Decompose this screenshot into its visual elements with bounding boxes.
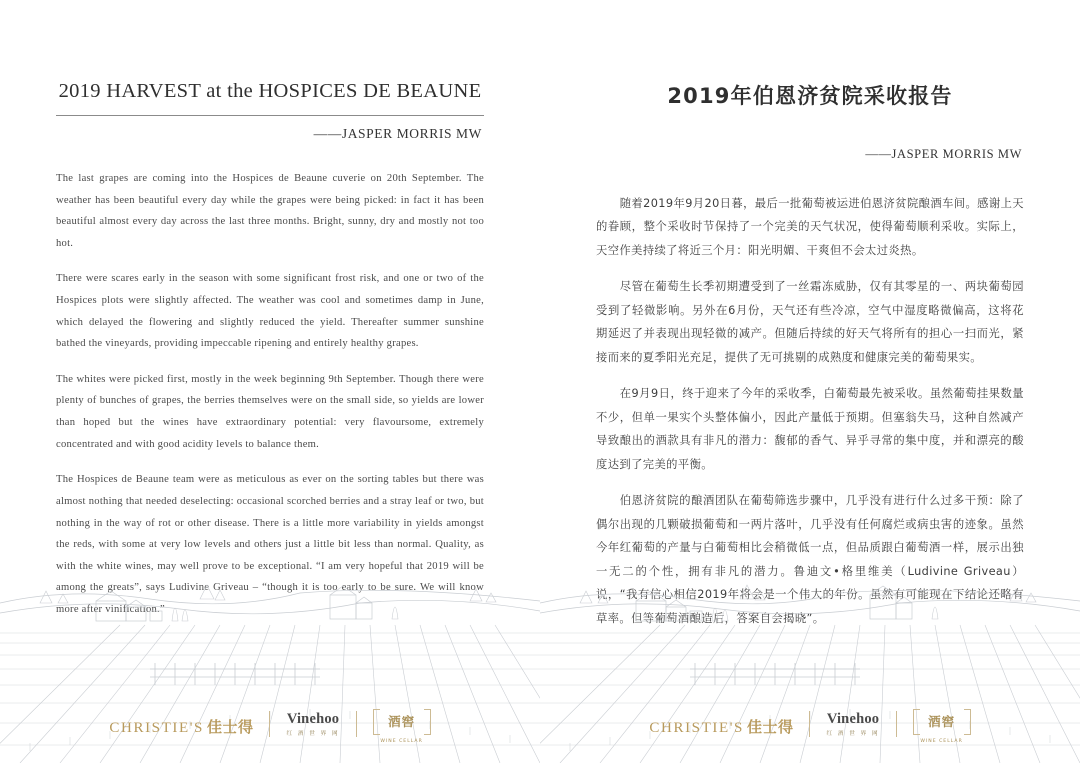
paragraph: 尽管在葡萄生长季初期遭受到了一丝霜冻威胁，仅有其零星的一、两块葡萄园受到了轻微影响。另外在6月份，天气还有些冷凉，空气中湿度略微偏高，这将花期延迟了并表现出现轻微的减产。但随后持续的好天气将所有的担心一扫而光，紧接而来的夏季阳光充足，提供了无可挑剔的成熟度和健康完美的葡萄果实。 (596, 280, 1024, 364)
paragraph: 随着2019年9月20日暮，最后一批葡萄被运进伯恩济贫院酿酒车间。感谢上天的眷顾，整个采收时节保持了一个完美的天气状况，使得葡萄顺利采收。实际上，天空作美持续了将近三个月：阳光明媚、干爽但不会太过炎热。 (596, 197, 1024, 257)
vinehoo-logo-sub: 红 酒 世 界 网 (826, 731, 880, 737)
wine-cellar-logo-sub: WINE CELLAR (380, 739, 423, 744)
logo-divider (896, 711, 897, 737)
body-text-chinese (596, 192, 1024, 630)
paragraph: The whites were picked first, mostly in the week beginning 9th September. Though there were plenty of bunches of grapes, the berries themselves were on the small side, so yields are lower than hoped but the wines have extraordinary potential: very flavoursome, extremely concentrated and with good acidity levels to balance them. (56, 373, 484, 450)
wine-cellar-logo-zh: 酒窖 (928, 713, 956, 729)
bracket-right-icon (964, 709, 971, 735)
page-right-chinese (540, 0, 1080, 763)
vinehoo-logo-name: Vinehoo (286, 711, 340, 727)
title-divider-left (56, 115, 484, 116)
vinehoo-logo-sub: 红 酒 世 界 网 (286, 731, 340, 737)
wine-cellar-logo-sub: WINE CELLAR (920, 739, 963, 744)
wine-cellar-logo (913, 707, 971, 744)
christies-logo (109, 716, 253, 737)
christies-logo (649, 716, 793, 737)
christies-logo-en: CHRISTIE'S (109, 720, 204, 736)
byline-left: ——JASPER MORRIS MW (313, 126, 482, 141)
logo-divider (809, 711, 810, 737)
bracket-right-icon (424, 709, 431, 735)
paragraph: The Hospices de Beaune team were as meticulous as ever on the sorting tables but there was almost nothing that needed deselecting: occasional scorched berries and a stray leaf or two, but nothing in the way of rot or other disease. There is a little more variability in yields amongst the reds, with some at very low levels and others just a little bit less than normal. Quality, as with the white wines, may well prove to be exceptional. “I am very hopeful that 2019 will be among the greats”, says Ludivine Griveau – “though it is too early to be sure. We will know more after vinification.” (56, 474, 484, 615)
logo-divider (356, 711, 357, 737)
page-title-english: 2019 HARVEST at the HOSPICES DE BEAUNE (58, 80, 482, 102)
footer-logos-left (0, 707, 540, 744)
christies-logo-zh: 佳士得 (746, 718, 794, 736)
paragraph: There were scares early in the season with some significant frost risk, and one or two of the Hospices plots were slightly affected. The weather was cool and sometimes damp in June, which delayed the flowering and slightly reduced the yield. Thereafter summer sunshine bathed the vineyards, providing impeccable ripening and entirely healthy grapes. (56, 273, 484, 350)
vinehoo-logo-name: Vinehoo (826, 711, 880, 727)
christies-logo-en: CHRISTIE'S (649, 720, 744, 736)
bracket-left-icon (373, 709, 380, 735)
page-title-chinese: 2019年伯恩济贫院采收报告 (667, 84, 953, 108)
vinehoo-logo (826, 711, 879, 737)
byline-right: ——JASPER MORRIS MW (865, 147, 1022, 161)
wine-cellar-logo (373, 707, 431, 744)
bracket-left-icon (913, 709, 920, 735)
footer-logos-right (540, 707, 1080, 744)
title-divider-right (596, 128, 1024, 129)
paragraph: 伯恩济贫院的酿酒团队在葡萄筛选步骤中，几乎没有进行什么过多干预：除了偶尔出现的几颗破损葡萄和一两片落叶，几乎没有任何腐烂或病虫害的迹象。虽然今年红葡萄的产量与白葡萄相比会稍微低一点，但品质跟白葡萄酒一样，展示出独一无二的个性，拥有非凡的潜力。鲁迪文•格里维美（Ludivine Griveau）说，“我有信心相信2019年将会是一个伟大的年份。虽然有可能现在下结论还略有草率。但等葡萄酒酿造后，答案自会揭晓”。 (596, 494, 1024, 625)
christies-logo-zh: 佳士得 (206, 718, 254, 736)
paragraph: 在9月9日，终于迎来了今年的采收季，白葡萄最先被采收。虽然葡萄挂果数量不少，但单一果实个头整体偏小，因此产量低于预期。但塞翁失马，这种自然减产导致酿出的酒款具有非凡的潜力：馥郁的香气、异乎寻常的集中度，并和漂亮的酸度达到了完美的平衡。 (596, 387, 1024, 471)
vinehoo-logo (286, 711, 339, 737)
body-text-english (56, 168, 484, 621)
logo-divider (269, 711, 270, 737)
paragraph: The last grapes are coming into the Hospices de Beaune cuverie on 20th September. The weather has been beautiful every day while the grapes were being picked: in fact it has been beautiful almost every day across the last three months. Bright, sunny, dry and mostly not too hot. (56, 173, 484, 249)
wine-cellar-logo-zh: 酒窖 (388, 713, 416, 729)
